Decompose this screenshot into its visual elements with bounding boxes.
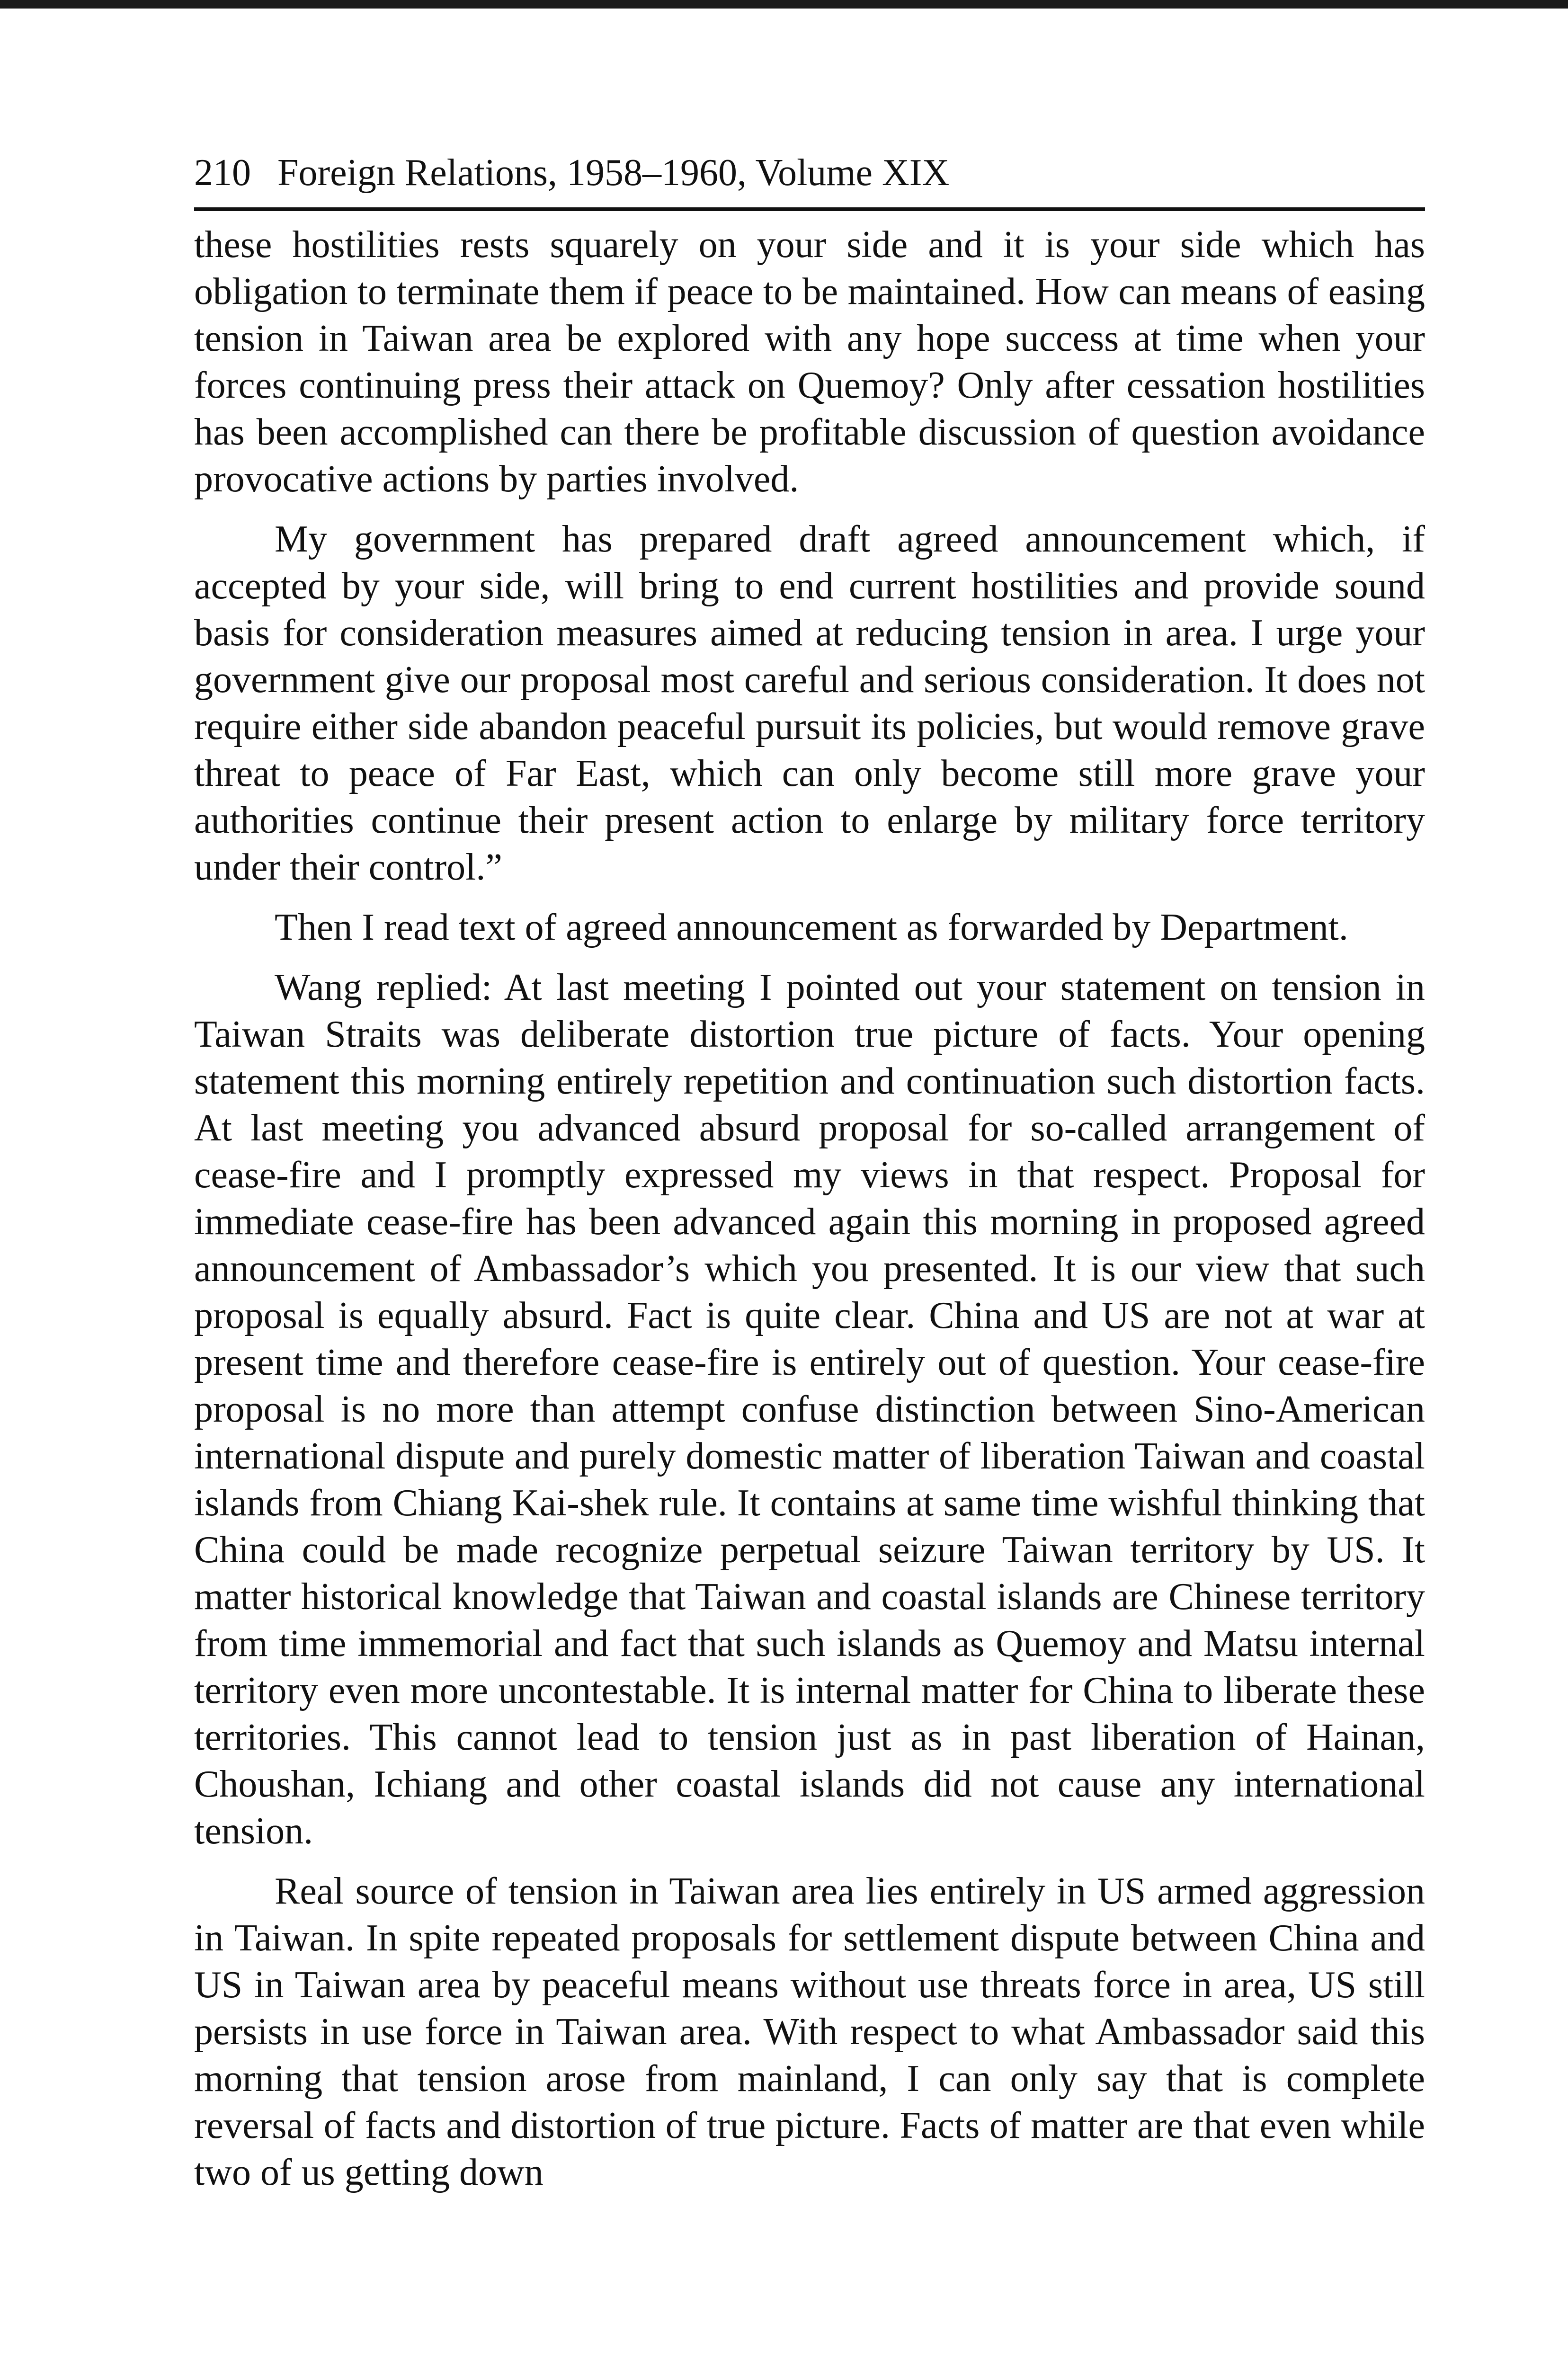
page-number: 210 [194,152,251,194]
scan-top-border [0,0,1568,9]
running-header [194,142,1425,211]
body-text [194,222,1425,2196]
document-page [194,142,1425,2209]
running-title: Foreign Relations, 1958–1960, Volume XIX [277,152,950,194]
paragraph-draft-announcement: My government has prepared draft agreed announcement which, if accepted by your side, will bring to end current hostilities and provide sound basis for consideration measures aimed at reducing tension in area. I urge your government give our proposal most careful and serious consideration. It does not require either side abandon peaceful pursuit its policies, but would remove grave threat to peace of Far East, which can only become still more grave your authorities continue their present action to enlarge by military force territory under their control.” [194,518,1425,888]
paragraph-source-of-tension: Real source of tension in Taiwan area lies entirely in US armed aggression in Taiwan. In spite repeated proposals for settlement dispute between China and US in Taiwan area by peaceful means without use threats force in area, US still persists in use force in Taiwan area. With respect to what Ambassador said this morning that tension arose from mainland, I can only say that is complete reversal of facts and distortion of true picture. Facts of matter are that even while two of us getting down [194,1870,1425,2193]
paragraph-continued: these hostilities rests squarely on your side and it is your side which has obligation to terminate them if peace to be maintained. How can means of easing tension in Taiwan area be explored with any hope success at time when your forces continuing press their attack on Quemoy? Only after cessation hostilities has been accomplished can there be profitable discussion of question avoidance provocative actions by parties involved. [194,224,1425,500]
paragraph-wang-reply: Wang replied: At last meeting I pointed out your statement on tension in Taiwan Straits was deliberate distortion true picture of facts. Your opening statement this morning entirely repetition and continuation such distortion facts. At last meeting you advanced absurd proposal for so-called arrangement of cease-fire and I promptly expressed my views in that respect. Proposal for immediate cease-fire has been advanced again this morning in proposed agreed announcement of Ambassador’s which you presented. It is our view that such proposal is equally absurd. Fact is quite clear. China and US are not at war at present time and therefore cease-fire is entirely out of question. Your cease-fire proposal is no more than attempt confuse distinction between Sino-American international dispute and purely domestic matter of liberation Taiwan and coastal islands from Chiang Kai-shek rule. It contains at same time wishful thinking that China could be made recognize perpetual seizure Taiwan territory by US. It matter historical knowledge that Taiwan and coastal islands are Chinese territory from time immemorial and fact that such islands as Quemoy and Matsu internal territory even more uncontestable. It is internal matter for China to liberate these territories. This cannot lead to tension just as in past liberation of Hainan, Choushan, Ichiang and other coastal islands did not cause any international tension. [194,967,1425,1852]
paragraph-read-text: Then I read text of agreed announcement as forwarded by Department. [275,907,1348,948]
